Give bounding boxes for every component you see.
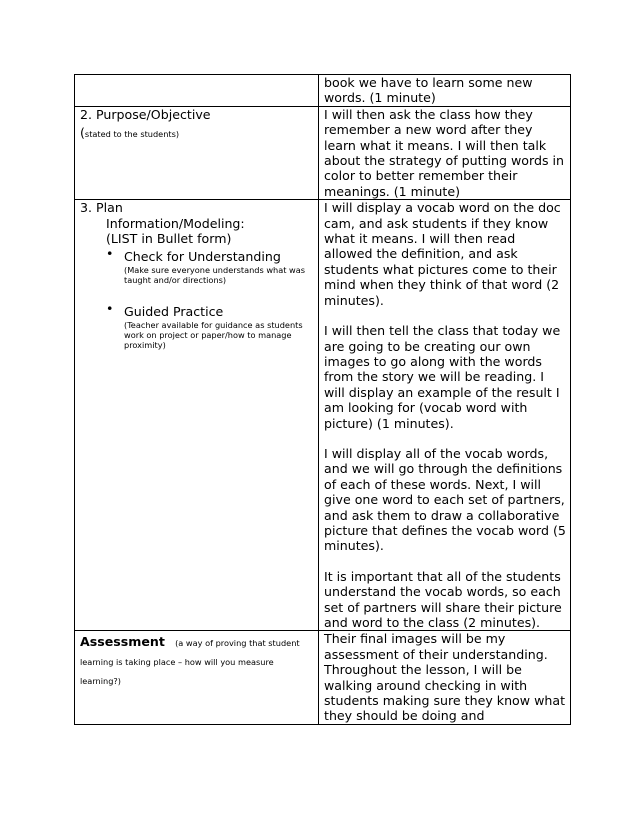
table-row	[75, 106, 571, 199]
plan-paragraph: I will display a vocab word on the doc cam, and ask students if they know what it means. I will then read allowed the definition, and ask students what pictures come to their mind when they think of that word (2 minutes).	[324, 200, 561, 308]
list-item	[106, 301, 314, 350]
purpose-response-cell	[319, 106, 571, 199]
purpose-note	[80, 122, 314, 141]
bullet-label: Guided Practice	[124, 304, 224, 320]
bullet-note: (Teacher available for guidance as students work on project or paper/how to manage proximity)	[124, 320, 303, 351]
table-row	[75, 200, 571, 631]
lesson-plan-table	[74, 74, 571, 725]
row1-left-cell	[75, 75, 319, 107]
plan-response-cell	[319, 200, 571, 631]
assessment-heading: Assessment	[80, 634, 165, 650]
plan-paragraph: It is important that all of the students understand the vocab words, so each set of partners will share their picture and word to the class (2 minutes).	[324, 568, 562, 630]
table-row	[75, 631, 571, 724]
paragraph-gap	[324, 431, 566, 446]
purpose-objective-cell	[75, 106, 319, 199]
bullet-dot: •	[106, 246, 114, 262]
row1-text: book we have to learn some new words. (1 minute)	[324, 75, 533, 106]
paragraph-gap	[324, 554, 566, 569]
assessment-cell	[75, 631, 319, 724]
assessment-note: (a way of proving that student learning is taking place – how will you measure learning?)	[80, 638, 300, 687]
purpose-response-text: I will then ask the class how they remember a new word after they learn what it means. I will then talk about the strategy of putting words in color to better remember their meanings. (1 minute)	[324, 106, 565, 199]
bullet-dot: •	[106, 301, 114, 317]
plan-subheading: Information/Modeling:	[106, 215, 245, 231]
plan-heading: 3. Plan	[80, 200, 123, 216]
list-item	[106, 246, 314, 285]
assessment-response-cell	[319, 631, 571, 724]
paragraph-gap	[324, 308, 566, 323]
row1-right-cell	[319, 75, 571, 107]
plan-paragraph: I will then tell the class that today we are going to be creating our own images to go along with the words from the story we will be reading. I will display an example of the result I am looking for (vocab word with picture) (1 minutes).	[324, 323, 561, 431]
purpose-heading: 2. Purpose/Objective	[80, 106, 211, 122]
plan-bullet-list	[80, 246, 314, 350]
bullet-note: (Make sure everyone understands what was taught and/or directions)	[124, 265, 306, 286]
purpose-note-paren: (	[80, 125, 85, 141]
bullet-label: Check for Understanding	[124, 249, 281, 265]
assessment-response-text: Their final images will be my assessment of their understanding. Throughout the lesson, I will be walking around checking in with students making sure they know what they should be doing and	[324, 631, 566, 724]
plan-list-note: (LIST in Bullet form)	[106, 231, 232, 247]
table-row	[75, 75, 571, 107]
plan-cell	[75, 200, 319, 631]
purpose-note-text: stated to the students)	[84, 129, 180, 140]
plan-paragraph: I will display all of the vocab words, and we will go through the definitions of each of these words. Next, I will give one word to each set of partners, and ask them to draw a collaborative picture that defines the vocab word (5 minutes).	[324, 445, 566, 554]
